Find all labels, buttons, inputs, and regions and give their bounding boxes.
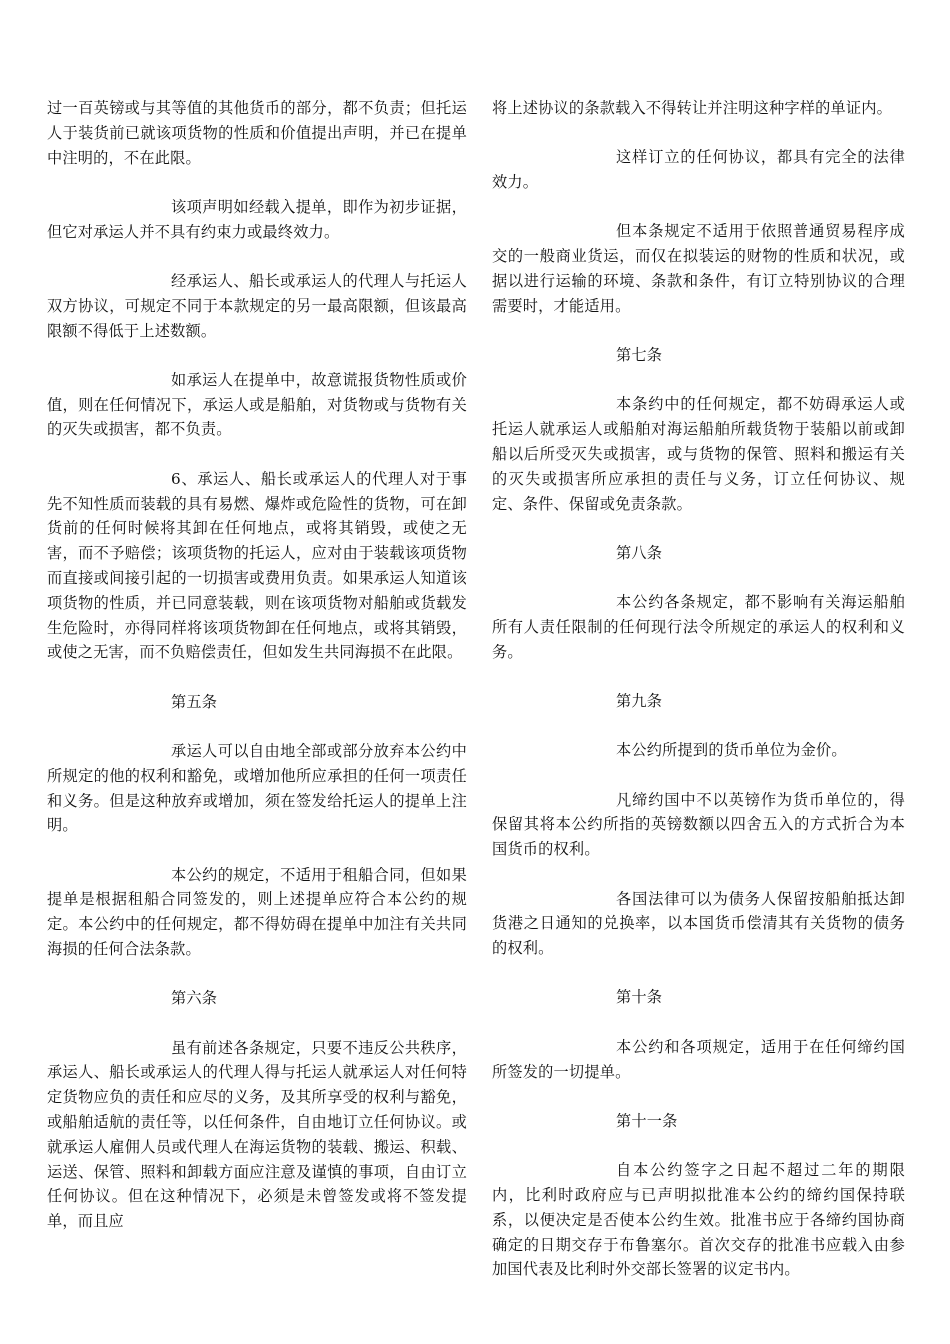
right-column [492, 96, 905, 1307]
paragraph: 6、承运人、船长或承运人的代理人对于事先不知性质而装载的具有易燃、爆炸或危险性的货物，可在卸货前的任何时候将其卸在任何地点，或将其销毁，或使之无害，而不予赔偿；该项货物的托运人，应对由于装载该项货物而直接或间接引起的一切损害或费用负责。如果承运人知道该项货物的性质，并已同意装载，则在该项货物对船舶或货载发生危险时，亦得同样将该项货物卸在任何地点，或将其销毁，或使之无害，而不负赔偿责任，但如发生共同海损不在此限。 [47, 469, 467, 662]
article-heading: 第十条 [616, 988, 663, 1007]
paragraph: 本公约所提到的货币单位为金价。 [616, 741, 847, 760]
left-column [47, 96, 467, 1258]
article-heading: 第十一条 [616, 1111, 678, 1130]
paragraph: 本公约和各项规定，适用于在任何缔约国所签发的一切提单。 [492, 1037, 905, 1081]
paragraph: 各国法律可以为债务人保留按船舶抵达卸货港之日通知的兑换率，以本国货币偿清其有关货物的债务的权利。 [492, 889, 905, 958]
paragraph: 过一百英镑或与其等值的其他货币的部分，都不负责；但托运人于装货前已就该项货物的性质和价值提出声明，并已在提单中注明的，不在此限。 [47, 99, 467, 167]
paragraph: 凡缔约国中不以英镑作为货币单位的，得保留其将本公约所指的英镑数额以四舍五入的方式折合为本国货币的权利。 [492, 790, 905, 859]
article-heading: 第七条 [616, 346, 663, 365]
paragraph: 虽有前述各条规定，只要不违反公共秩序，承运人、船长或承运人的代理人得与托运人就承运人对任何特定货物应负的责任和应尽的义务，及其所享受的权利与豁免，或船舶适航的责任等，以任何条件，自由地订立任何协议。或就承运人雇佣人员或代理人在海运货物的装载、搬运、积载、运送、保管、照料和卸载方面应注意及谨慎的事项，自由订立任何协议。但在这种情况下，必须是未曾签发或将不签发提单，而且应 [47, 1038, 467, 1231]
paragraph: 该项声明如经载入提单，即作为初步证据，但它对承运人并不具有约束力或最终效力。 [47, 197, 467, 241]
paragraph: 承运人可以自由地全部或部分放弃本公约中所规定的他的权利和豁免，或增加他所应承担的任何一项责任和义务。但是这种放弃或增加，须在签发给托运人的提单上注明。 [47, 741, 467, 835]
article-heading: 第九条 [616, 692, 663, 711]
paragraph: 将上述协议的条款载入不得转让并注明这种字样的单证内。 [492, 99, 893, 117]
paragraph: 如承运人在提单中，故意谎报货物性质或价值，则在任何情况下，承运人或是船舶，对货物或与货物有关的灭失或损害，都不负责。 [47, 370, 467, 439]
article-heading: 第五条 [171, 692, 218, 711]
paragraph: 本公约各条规定，都不影响有关海运船舶所有人责任限制的任何现行法令所规定的承运人的权利和义务。 [492, 593, 905, 661]
paragraph: 自本公约签字之日起不超过二年的期限内，比利时政府应与已声明拟批准本公约的缔约国保持联系，以便决定是否使本公约生效。批准书应于各缔约国协商确定的日期交存于布鲁塞尔。首次交存的批准书应载入由参加国代表及比利时外交部长签署的议定书内。 [492, 1161, 905, 1279]
paragraph: 但本条规定不适用于依照普通贸易程序成交的一般商业货运，而仅在拟装运的财物的性质和状况，或据以进行运输的环境、条款和条件，有订立特别协议的合理需要时，才能适用。 [492, 222, 905, 315]
paragraph: 本公约的规定，不适用于租船合同，但如果提单是根据租船合同签发的，则上述提单应符合本公约的规定。本公约中的任何规定，都不得妨碍在提单中加注有关共同海损的任何合法条款。 [47, 865, 467, 959]
paragraph: 本条约中的任何规定，都不妨碍承运人或托运人就承运人或船舶对海运船舶所载货物于装船以前或卸船以后所受灭失或损害，或与货物的保管、照料和搬运有关的灭失或损害所应承担的责任与义务，订立任何协议、规定、条件、保留或免责条款。 [492, 395, 905, 513]
paragraph: 经承运人、船长或承运人的代理人与托运人双方协议，可规定不同于本款规定的另一最高限额，但该最高限额不得低于上述数额。 [47, 271, 467, 340]
paragraph: 这样订立的任何协议，都具有完全的法律效力。 [492, 148, 905, 192]
article-heading: 第八条 [616, 543, 663, 562]
article-heading: 第六条 [171, 989, 218, 1008]
